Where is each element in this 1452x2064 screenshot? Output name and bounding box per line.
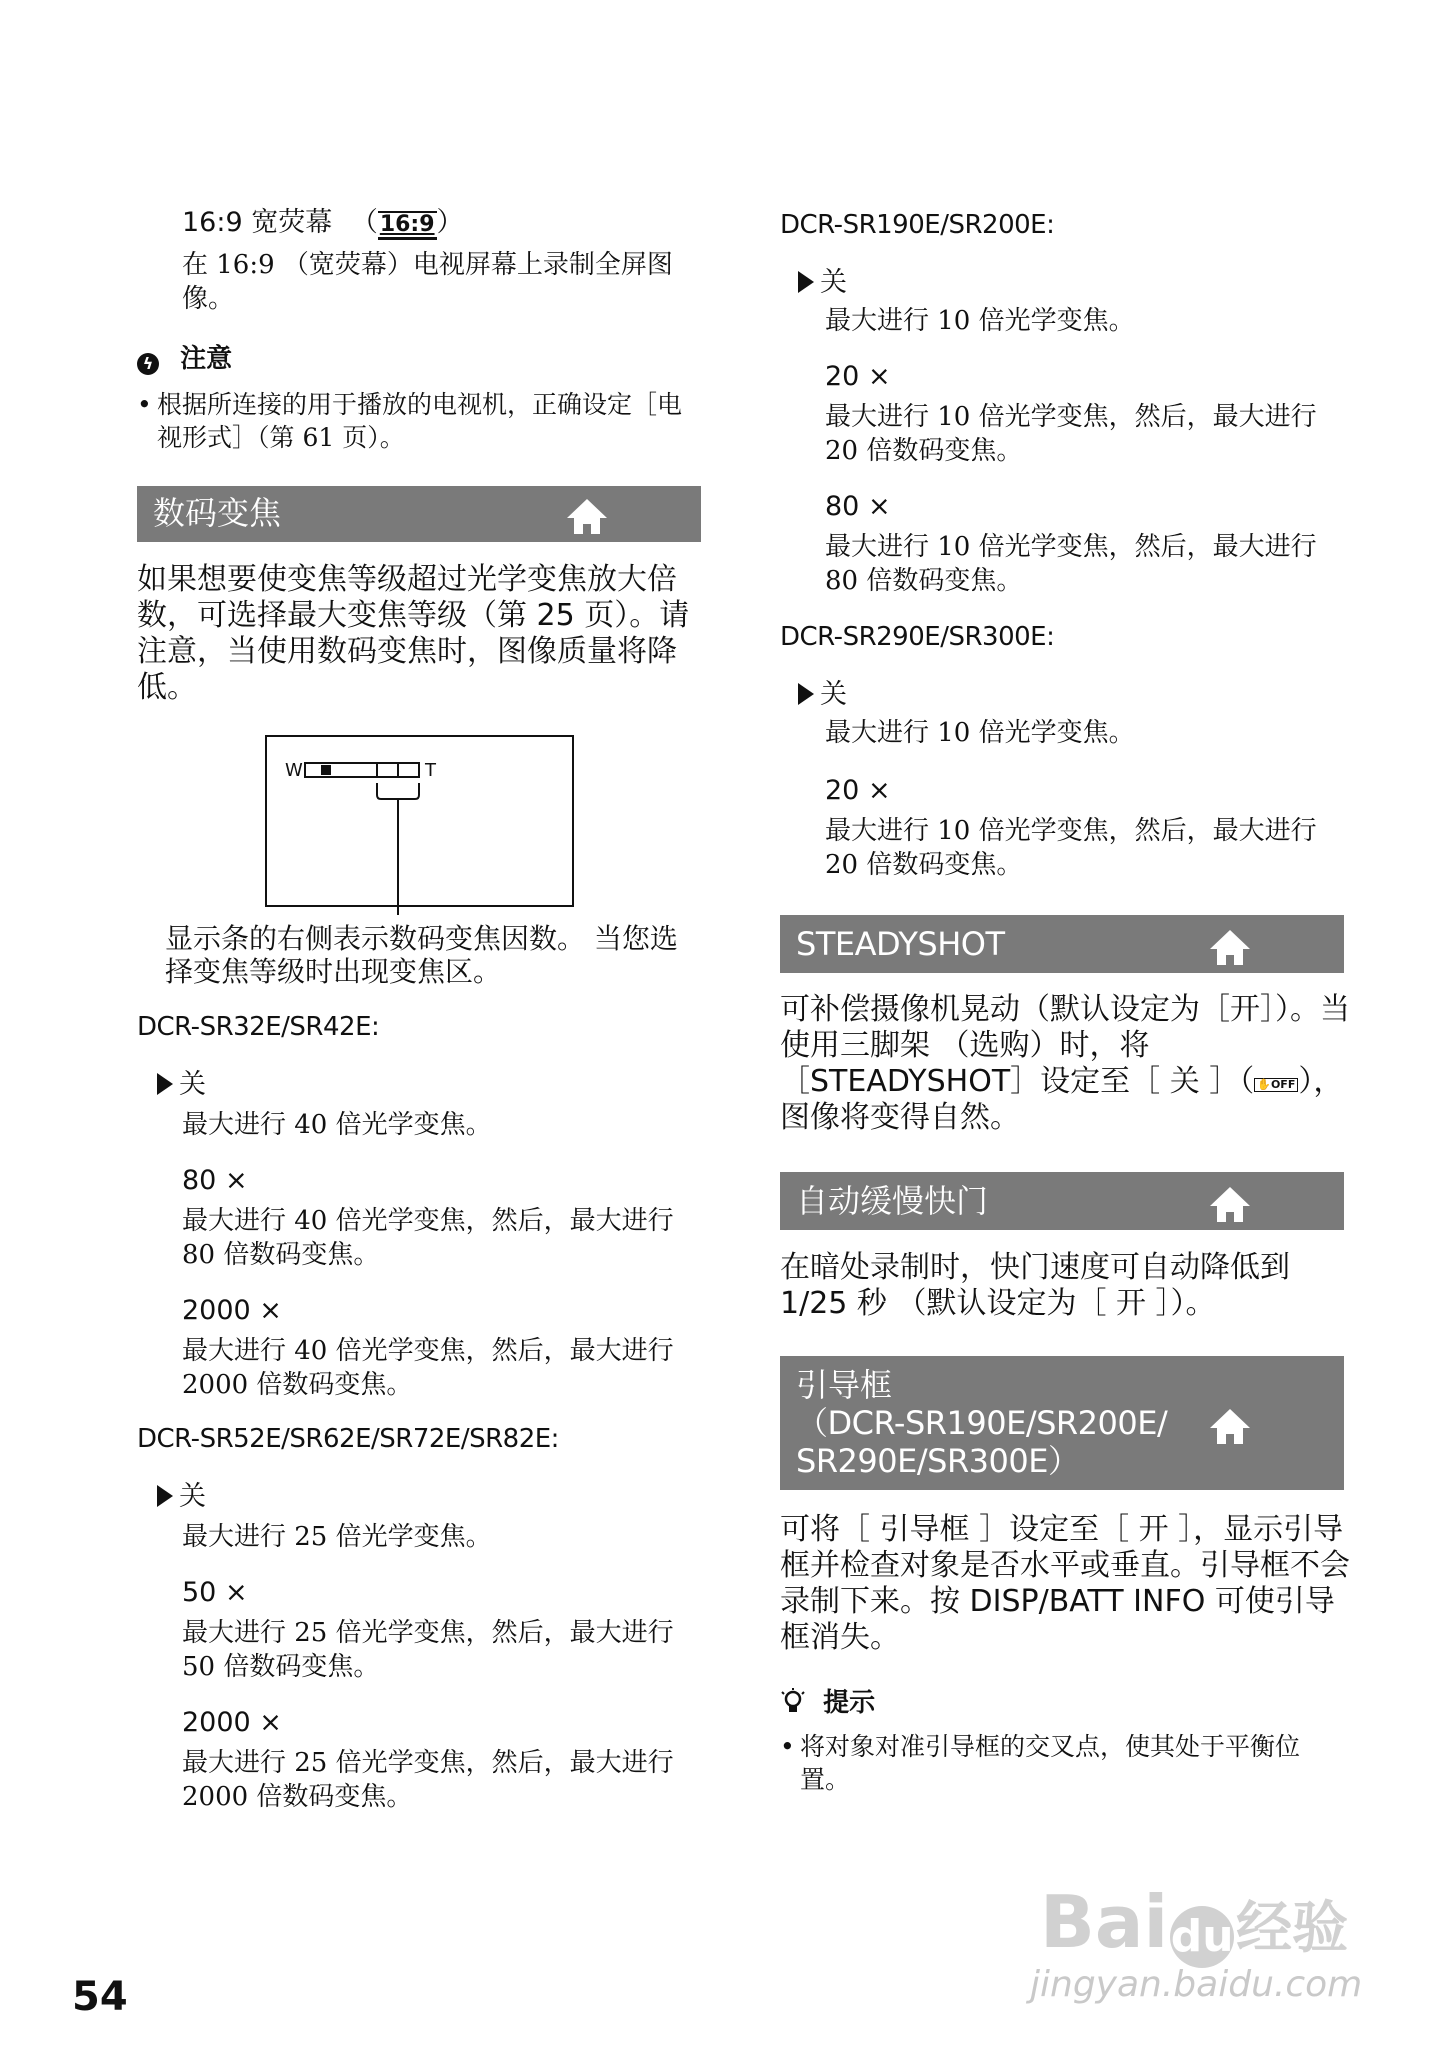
- zoom-t-label: T: [425, 760, 436, 781]
- model-a-option-2-title: 80 ×: [182, 1165, 248, 1196]
- model-d-option-2-desc: 最大进行 10 倍光学变焦，然后，最大进行 20 倍数码变焦。: [825, 816, 1317, 880]
- zoom-bar-optical: [305, 763, 377, 777]
- wide-16-9-icon: 16:9: [378, 211, 437, 240]
- wide-option-desc: 在 16:9 （宽荧幕）电视屏幕上录制全屏图像。: [182, 250, 673, 314]
- model-c-option-3-desc: 最大进行 10 倍光学变焦，然后，最大进行 80 倍数码变焦。: [825, 532, 1317, 596]
- auto-slow-shutter-heading: 自动缓慢快门: [796, 1182, 989, 1220]
- digital-zoom-text: 如果想要使变焦等级超过光学变焦放大倍数，可选择最大变焦等级（第 25 页）。请注意，当使用数码变焦时，图像质量将降低。: [137, 562, 690, 705]
- tip-heading: [780, 1686, 875, 1720]
- model-a-option-3-desc: 最大进行 40 倍光学变焦，然后，最大进行 2000 倍数码变焦。: [182, 1336, 674, 1400]
- diagram-caption: 显示条的右侧表示数码变焦因数。 当您选择变焦等级时出现变焦区。: [165, 922, 678, 988]
- tip-title: 提示: [823, 1688, 876, 1718]
- watermark-url: jingyan.baidu.com: [1030, 1964, 1363, 2005]
- model-c-option-3-title: 80 ×: [825, 491, 891, 522]
- model-d-option-1-title: 关: [798, 678, 847, 712]
- guide-frame-text: 可将［ 引导框 ］设定至［ 开 ］，显示引导框并检查对象是否水平或垂直。引导框不会录制下来。按 DISP/BATT INFO 可使引导框消失。: [780, 1512, 1350, 1655]
- model-b-heading: DCR-SR52E/SR62E/SR72E/SR82E:: [137, 1424, 559, 1454]
- model-b-option-2-desc: 最大进行 25 倍光学变焦，然后，最大进行 50 倍数码变焦。: [182, 1618, 674, 1682]
- default-marker-icon: [798, 271, 814, 293]
- watermark-cn-text: 经验: [1236, 1896, 1349, 1961]
- guide-frame-heading-line-3: SR290E/SR300E）: [796, 1442, 1080, 1480]
- tip-text: 将对象对准引导框的交叉点，使其处于平衡位置。: [800, 1732, 1301, 1794]
- model-b-option-1-desc: 最大进行 25 倍光学变焦。: [182, 1522, 492, 1552]
- auto-slow-shutter-text: 在暗处录制时，快门速度可自动降低到 1/25 秒 （默认设定为［ 开 ］）。: [780, 1250, 1290, 1321]
- bullet-dot: •: [780, 1732, 795, 1761]
- note-heading: [137, 342, 232, 376]
- page-number: 54: [72, 1974, 128, 2020]
- model-b-option-2-title: 50 ×: [182, 1577, 248, 1608]
- default-marker-icon: [798, 683, 814, 705]
- home-icon: [1208, 1184, 1252, 1224]
- digital-zoom-heading: 数码变焦: [153, 494, 282, 532]
- tip-bullet: [780, 1730, 1345, 1796]
- note-text: 根据所连接的用于播放的电视机，正确设定［电视形式］（第 61 页）。: [157, 390, 683, 452]
- zoom-diagram: [265, 735, 575, 915]
- model-d-option-1-desc: 最大进行 10 倍光学变焦。: [825, 718, 1135, 748]
- lightbulb-icon: [780, 1688, 806, 1716]
- model-a-option-1-title: 关: [157, 1068, 206, 1102]
- model-a-option-1-desc: 最大进行 40 倍光学变焦。: [182, 1110, 492, 1140]
- home-icon: [1208, 927, 1252, 967]
- note-bullet: [137, 388, 697, 454]
- model-c-option-1-desc: 最大进行 10 倍光学变焦。: [825, 306, 1135, 336]
- caution-icon: ϟ: [137, 353, 159, 375]
- guide-frame-heading-line-1: 引导框: [796, 1366, 893, 1404]
- guide-frame-section-bar: [780, 1356, 1344, 1490]
- home-icon: [1208, 1406, 1252, 1446]
- model-c-option-1-title: 关: [798, 266, 847, 300]
- note-title: 注意: [180, 344, 233, 374]
- model-b-option-3-desc: 最大进行 25 倍光学变焦，然后，最大进行 2000 倍数码变焦。: [182, 1748, 674, 1812]
- model-a-option-2-desc: 最大进行 40 倍光学变焦，然后，最大进行 80 倍数码变焦。: [182, 1206, 674, 1270]
- steadyshot-off-icon: ✋OFF: [1254, 1078, 1298, 1092]
- zoom-w-label: W: [285, 760, 303, 781]
- model-b-option-1-title: 关: [157, 1480, 206, 1514]
- zoom-diagram-svg: [265, 735, 575, 915]
- watermark-brand-part-1: Bai: [1040, 1880, 1169, 1964]
- model-d-option-2-title: 20 ×: [825, 775, 891, 806]
- default-marker-icon: [157, 1485, 173, 1507]
- digital-zoom-section-bar: [137, 486, 701, 542]
- model-c-heading: DCR-SR190E/SR200E:: [780, 210, 1055, 240]
- wide-option-title: 16:9 宽荧幕 （16:9）: [182, 207, 464, 238]
- guide-frame-heading: [796, 1366, 1167, 1480]
- wide-option-label: 16:9 宽荧幕: [182, 207, 333, 238]
- model-d-heading: DCR-SR290E/SR300E:: [780, 622, 1055, 652]
- home-icon: [565, 496, 609, 536]
- model-a-option-3-title: 2000 ×: [182, 1295, 282, 1326]
- paw-icon: du: [1170, 1906, 1234, 1968]
- model-c-option-2-title: 20 ×: [825, 361, 891, 392]
- bullet-dot: •: [137, 390, 152, 419]
- steadyshot-section-bar: [780, 915, 1344, 973]
- auto-slow-shutter-section-bar: [780, 1172, 1344, 1230]
- model-b-option-3-title: 2000 ×: [182, 1707, 282, 1738]
- baidu-watermark: [1040, 1882, 1348, 1969]
- steadyshot-text: 可补偿摄像机晃动（默认设定为［开］）。当使用三脚架 （选购）时，将［STEADYSHOT］设定至［ 关 ］（ ✋OFF ），图像将变得自然。: [780, 992, 1350, 1135]
- default-marker-icon: [157, 1073, 173, 1095]
- steadyshot-heading: STEADYSHOT: [796, 925, 1005, 963]
- zoom-bar-indicator: [321, 765, 331, 775]
- guide-frame-heading-line-2: （DCR-SR190E/SR200E/: [796, 1404, 1168, 1442]
- model-a-heading: DCR-SR32E/SR42E:: [137, 1012, 380, 1042]
- model-c-option-2-desc: 最大进行 10 倍光学变焦，然后，最大进行 20 倍数码变焦。: [825, 402, 1317, 466]
